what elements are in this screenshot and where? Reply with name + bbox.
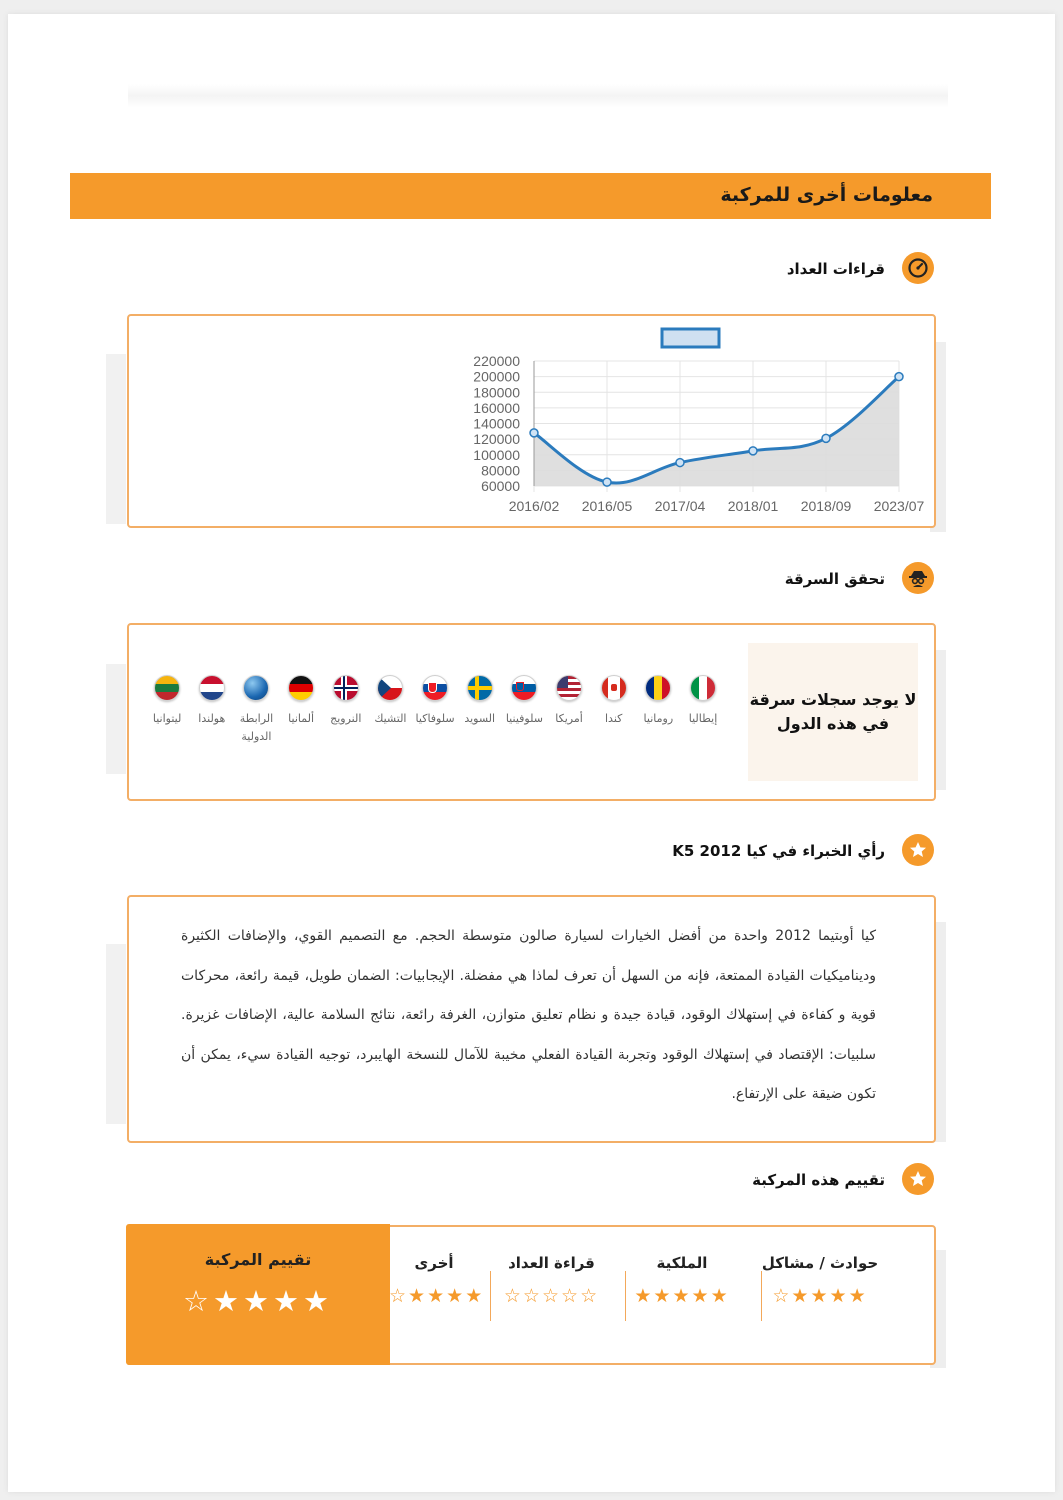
country-name: ألمانيا	[288, 712, 315, 725]
country-slovenia	[502, 675, 546, 765]
x-tick-label: 2018/09	[800, 498, 852, 514]
data-point	[895, 373, 903, 381]
banner-title: معلومات أخرى للمركبة	[720, 184, 933, 206]
star-filled-icon: ★	[408, 1285, 428, 1307]
star-empty-icon: ☆	[541, 1285, 562, 1307]
norway-flag-icon	[333, 675, 359, 701]
star-empty-icon: ☆	[389, 1285, 409, 1307]
overall-rating-label: تقييم المركبة	[204, 1250, 312, 1269]
odometer-title: قراءات العداد	[786, 260, 885, 278]
country-name: التشيك	[374, 712, 407, 725]
y-tick-label: 140000	[473, 415, 520, 432]
page	[8, 14, 1055, 1492]
country-name: النرويج	[330, 712, 362, 725]
country-lithuania	[145, 675, 189, 765]
country-italy	[681, 675, 725, 765]
rating-stars	[389, 1285, 485, 1307]
country-name: أمريكا	[555, 712, 583, 725]
rating-box	[127, 1225, 936, 1365]
data-point	[822, 434, 830, 442]
country-usa	[547, 675, 591, 765]
star-filled-icon: ★	[710, 1285, 730, 1307]
y-tick-label: 100000	[473, 446, 520, 463]
shade	[106, 944, 126, 1124]
data-point	[749, 447, 757, 455]
country-name: رومانيا	[643, 712, 674, 725]
notice-line-1: لا يوجد سجلات سرقة	[749, 690, 917, 709]
lithuania-flag-icon	[154, 675, 180, 701]
star-filled-icon: ★	[427, 1285, 447, 1307]
romania-flag-icon	[645, 675, 671, 701]
star-empty-icon: ☆	[772, 1285, 792, 1307]
y-tick-label: 160000	[473, 399, 520, 416]
chart-area	[534, 377, 899, 486]
country-name: سلوفينيا	[505, 712, 543, 725]
star-empty-icon: ☆	[580, 1285, 600, 1307]
top-shade	[128, 84, 948, 108]
country-germany	[279, 675, 323, 765]
star-empty-icon: ☆	[183, 1284, 213, 1318]
y-tick-label: 180000	[473, 384, 520, 401]
country-name: الرابطة الدولية	[239, 712, 274, 743]
x-tick-label: 2016/02	[508, 498, 560, 514]
star-filled-icon: ★	[848, 1285, 868, 1307]
y-tick-label: 200000	[473, 368, 520, 385]
divider	[625, 1271, 626, 1321]
x-tick-label: 2018/01	[727, 498, 779, 514]
x-tick-label: 2023/07	[873, 498, 925, 514]
rating-ownership	[617, 1253, 747, 1307]
section-banner	[70, 173, 991, 219]
no-theft-notice	[748, 643, 918, 781]
expert-box	[127, 895, 936, 1143]
country-netherlands	[190, 675, 234, 765]
country-sweden	[458, 675, 502, 765]
rating-label: الملكية	[656, 1254, 708, 1272]
italy-flag-icon	[690, 675, 716, 701]
divider	[490, 1271, 491, 1321]
odometer-chart	[129, 316, 934, 526]
expert-review-text: كيا أوبتيما 2012 واحدة من أفضل الخيارات لسيارة صالون متوسطة الحجم. مع التصميم القوي، والإضافات الكثيرة وديناميكيات القيادة الممتعة، فإنه من السهل أن تعرف لماذا هي مفضلة. الإيجابيات: الضمان طويل، قيمة رائعة، محركات قوية و كفاءة في إستهلاك الوقود، قيادة جيدة و نظام تعليق متوازن، الغرفة رائعة، نتائج السلامة عالية، الإضافات غزيرة. سلبيات: الإقتصاد في إستهلاك الوقود وتجربة القيادة الفعلي مخيبة للآمال للنسخة الهايبرد، توجيه القيادة سيء، يمكن أن تكون ضيقة على الإرتفاع.	[181, 928, 876, 1102]
star-filled-icon: ★	[446, 1285, 466, 1307]
odometer-chart-box	[127, 314, 936, 528]
rating-stars	[617, 1285, 747, 1307]
spy-icon	[902, 562, 934, 594]
y-tick-label: 120000	[473, 431, 520, 448]
star-filled-icon: ★	[213, 1284, 243, 1318]
rating-stars	[489, 1285, 614, 1307]
star-filled-icon: ★	[791, 1285, 811, 1307]
theft-title: تحقق السرقة	[784, 570, 885, 588]
country-name: سلوفاكيا	[415, 712, 455, 725]
star-filled-icon: ★	[810, 1285, 830, 1307]
rating-accidents	[760, 1253, 880, 1307]
slovenia-flag-icon	[511, 675, 537, 701]
country-name: هولندا	[198, 712, 226, 725]
star-icon	[902, 1163, 934, 1195]
shade	[106, 664, 126, 774]
notice-line-2: في هذه الدول	[776, 714, 890, 733]
rating-title: تقييم هذه المركبة	[752, 1171, 885, 1189]
country-canada	[592, 675, 636, 765]
data-point	[676, 459, 684, 467]
speedometer-icon	[902, 252, 934, 284]
y-tick-label: 80000	[481, 462, 520, 479]
country-czech	[368, 675, 412, 765]
sweden-flag-icon	[467, 675, 493, 701]
globe-flag-icon	[243, 675, 269, 701]
star-filled-icon: ★	[634, 1285, 654, 1307]
country-norway	[324, 675, 368, 765]
y-tick-label: 60000	[481, 478, 520, 494]
star-filled-icon: ★	[653, 1285, 673, 1307]
x-tick-label: 2017/04	[654, 498, 706, 514]
country-name: كندا	[605, 712, 623, 725]
rating-other	[389, 1253, 485, 1307]
star-empty-icon: ☆	[503, 1285, 523, 1307]
country-name: إيطاليا	[688, 712, 718, 725]
usa-flag-icon	[556, 675, 582, 701]
rating-label: حوادث / مشاكل	[761, 1254, 879, 1272]
star-filled-icon: ★	[672, 1285, 692, 1307]
star-filled-icon: ★	[691, 1285, 711, 1307]
star-filled-icon: ★	[273, 1284, 303, 1318]
country-globe	[234, 675, 278, 765]
country-slovakia	[413, 675, 457, 765]
slovakia-flag-icon	[422, 675, 448, 701]
country-name: ليتوانيا	[152, 712, 182, 725]
theft-box	[127, 623, 936, 801]
shade	[106, 354, 126, 524]
star-empty-icon: ☆	[561, 1285, 581, 1307]
country-romania	[636, 675, 680, 765]
overall-rating	[126, 1224, 390, 1365]
divider	[761, 1271, 762, 1321]
y-tick-label: 220000	[473, 353, 520, 369]
star-filled-icon: ★	[243, 1284, 273, 1318]
rating-odometer	[489, 1253, 614, 1307]
germany-flag-icon	[288, 675, 314, 701]
overall-rating-stars	[126, 1284, 390, 1318]
star-filled-icon: ★	[465, 1285, 485, 1307]
country-name: السويد	[464, 712, 496, 725]
rating-label: أخرى	[414, 1254, 454, 1272]
netherlands-flag-icon	[199, 675, 225, 701]
country-flag-list	[145, 675, 725, 765]
expert-title: رأي الخبراء في كيا K5 2012	[672, 842, 885, 860]
x-tick-label: 2016/05	[581, 498, 633, 514]
data-point	[603, 478, 611, 486]
star-icon	[902, 834, 934, 866]
rating-stars	[760, 1285, 880, 1307]
data-point	[530, 429, 538, 437]
legend-box	[662, 329, 719, 347]
star-empty-icon: ☆	[522, 1285, 542, 1307]
czech-flag-icon	[377, 675, 403, 701]
star-filled-icon: ★	[829, 1285, 849, 1307]
star-filled-icon: ★	[303, 1284, 333, 1318]
canada-flag-icon	[601, 675, 627, 701]
rating-label: قراءة العداد	[508, 1254, 595, 1272]
